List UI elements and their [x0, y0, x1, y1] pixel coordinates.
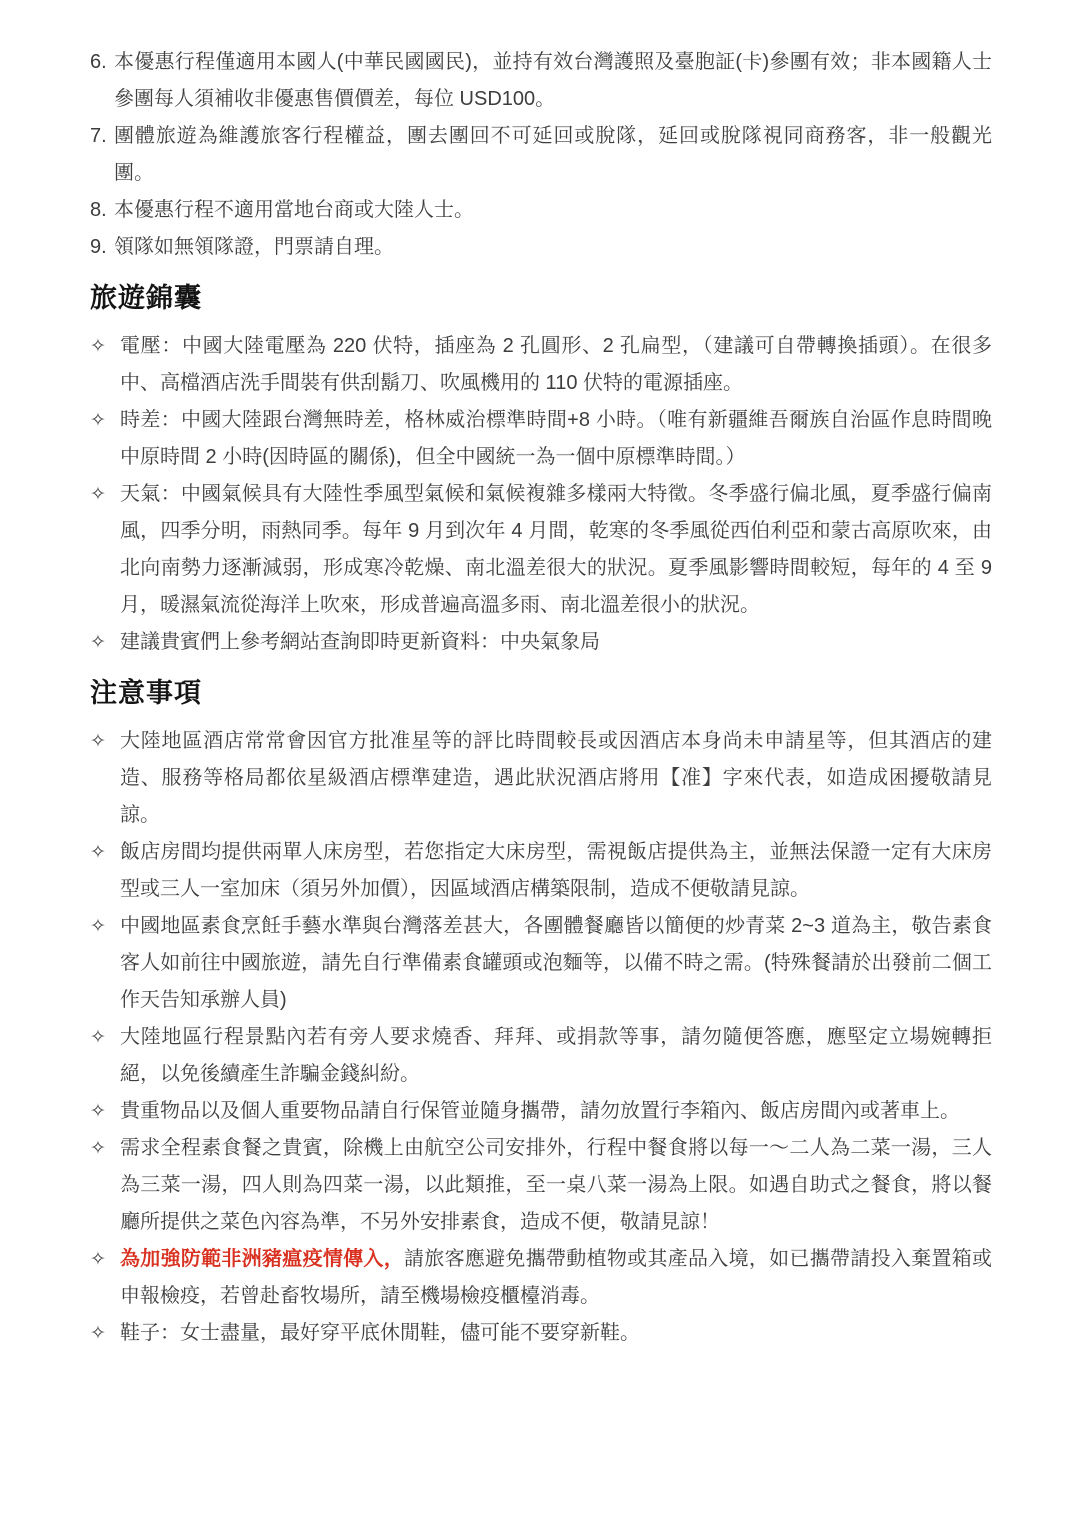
item-text: 電壓：中國大陸電壓為 220 伏特，插座為 2 孔圓形、2 孔扁型，（建議可自帶轉換插頭）。在很多中、高檔酒店洗手間裝有供刮鬍刀、吹風機用的 110 伏特的電源插座。: [120, 335, 992, 394]
list-item: [90, 834, 992, 908]
list-item swine-fever-notice: [90, 1241, 992, 1315]
item-text-continuation: 請旅客應避免攜帶動植物或其產品入境，如已攜帶請投入棄置箱或申報檢疫，若曾赴畜牧場所，請至機場檢疫櫃檯消毒。: [120, 1248, 992, 1307]
item-text: 領隊如無領隊證，門票請自理。: [114, 236, 394, 258]
item-number: 8.: [90, 199, 107, 221]
list-item: [90, 1019, 992, 1093]
diamond-bullet-icon: ✧: [90, 1101, 106, 1122]
diamond-bullet-icon: ✧: [90, 1249, 106, 1270]
numbered-item: [90, 229, 992, 266]
item-text: 團體旅遊為維護旅客行程權益，團去團回不可延回或脫隊，延回或脫隊視同商務客，非一般觀光團。: [114, 125, 992, 184]
item-text: 時差：中國大陸跟台灣無時差，格林威治標準時間+8 小時。（唯有新疆維吾爾族自治區作息時間晚中原時間 2 小時(因時區的關係)，但全中國統一為一個中原標準時間。）: [120, 409, 992, 468]
item-text: 大陸地區行程景點內若有旁人要求燒香、拜拜、或捐款等事，請勿隨便答應，應堅定立場婉轉拒絕，以免後續產生詐騙金錢糾紛。: [120, 1026, 992, 1085]
diamond-bullet-icon: ✧: [90, 336, 106, 357]
item-number: 7.: [90, 125, 107, 147]
list-item: [90, 476, 992, 624]
numbered-item: [90, 44, 992, 118]
document-body: [90, 44, 992, 1352]
list-item: [90, 908, 992, 1019]
item-text: 建議貴賓們上參考網站查詢即時更新資料：中央氣象局: [120, 631, 600, 653]
item-number: 6.: [90, 51, 107, 73]
diamond-bullet-icon: ✧: [90, 731, 106, 752]
diamond-bullet-icon: ✧: [90, 1323, 106, 1344]
item-text: 中國地區素食烹飪手藝水準與台灣落差甚大，各團體餐廳皆以簡便的炒青菜 2~3 道為主，敬告素食客人如前往中國旅遊，請先自行準備素食罐頭或泡麵等，以備不時之需。(特殊餐請於出發前二個工作天告知承辦人員): [120, 915, 992, 1011]
list-item: [90, 1315, 992, 1352]
section-title-travel-tips: 旅遊錦囊: [90, 283, 202, 313]
diamond-bullet-icon: ✧: [90, 916, 106, 937]
item-text: 鞋子：女士盡量，最好穿平底休閒鞋，儘可能不要穿新鞋。: [120, 1322, 640, 1344]
item-text: 需求全程素食餐之貴賓，除機上由航空公司安排外，行程中餐食將以每一～二人為二菜一湯，三人為三菜一湯，四人則為四菜一湯，以此類推，至一桌八菜一湯為上限。如遇自助式之餐食，將以餐廳所提供之菜色內容為準，不另外安排素食，造成不便，敬請見諒！: [120, 1137, 992, 1233]
diamond-bullet-icon: ✧: [90, 632, 106, 653]
diamond-bullet-icon: ✧: [90, 1138, 106, 1159]
list-item: [90, 624, 992, 661]
item-text: 飯店房間均提供兩單人床房型，若您指定大床房型，需視飯店提供為主，並無法保證一定有大床房型或三人一室加床（須另外加價），因區域酒店構築限制，造成不便敬請見諒。: [120, 841, 992, 900]
list-item: [90, 1093, 992, 1130]
item-number: 9.: [90, 236, 107, 258]
diamond-bullet-icon: ✧: [90, 1027, 106, 1048]
list-item: [90, 328, 992, 402]
diamond-bullet-icon: ✧: [90, 484, 106, 505]
list-item: [90, 723, 992, 834]
list-item: [90, 402, 992, 476]
item-text: 本優惠行程僅適用本國人(中華民國國民)，並持有效台灣護照及臺胞証(卡)參團有效；非本國籍人士參團每人須補收非優惠售價價差，每位 USD100。: [114, 51, 992, 110]
item-text: 貴重物品以及個人重要物品請自行保管並隨身攜帶，請勿放置行李箱內、飯店房間內或著車上。: [120, 1100, 960, 1122]
item-text: 天氣：中國氣候具有大陸性季風型氣候和氣候複雜多樣兩大特徵。冬季盛行偏北風，夏季盛行偏南風，四季分明，雨熱同季。每年 9 月到次年 4 月間，乾寒的冬季風從西伯利亞和蒙古高原吹來，由北向南勢力逐漸減弱，形成寒冷乾燥、南北溫差很大的狀況。夏季風影響時間較短，每年的 4 至 9 月，暖濕氣流從海洋上吹來，形成普遍高溫多雨、南北溫差很小的狀況。: [120, 483, 992, 616]
item-text: 大陸地區酒店常常會因官方批准星等的評比時間較長或因酒店本身尚未申請星等，但其酒店的建造、服務等格局都依星級酒店標準建造，遇此狀況酒店將用【准】字來代表，如造成困擾敬請見諒。: [120, 730, 992, 826]
numbered-item: [90, 118, 992, 192]
section-title-notices: 注意事項: [90, 678, 202, 708]
list-item: [90, 1130, 992, 1241]
item-text: 本優惠行程不適用當地台商或大陸人士。: [114, 199, 474, 221]
numbered-item: [90, 192, 992, 229]
red-highlight-text: 為加強防範非洲豬瘟疫情傳入，: [120, 1248, 404, 1270]
diamond-bullet-icon: ✧: [90, 842, 106, 863]
diamond-bullet-icon: ✧: [90, 410, 106, 431]
item-text: [120, 1241, 992, 1315]
